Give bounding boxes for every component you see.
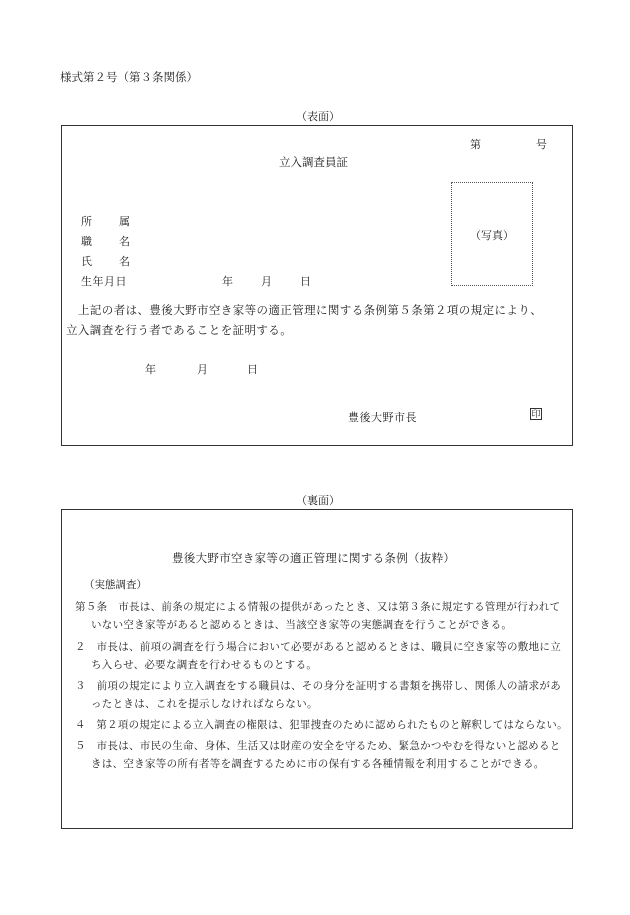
- photo-box: [451, 182, 533, 286]
- statement-line-1: 上記の者は、豊後大野市空き家等の適正管理に関する条例第５条第２項の規定により、: [78, 303, 543, 317]
- clause-line: 第５条 市長は、前条の規定による情報の提供があったとき、又は第３条に規定する管理が行われて: [75, 601, 561, 613]
- seal-mark: 印: [531, 410, 541, 420]
- clause-line: ４ 第２項の規定による立入調査の権限は、犯罪捜査のために認められたものと解釈してはならない。: [75, 719, 568, 731]
- clause-line: いない空き家等があると認めるときは、当該空き家等の実態調査を行うことができる。: [91, 619, 513, 631]
- card-title: 立入調査員証: [279, 155, 348, 169]
- issue-month: 月: [197, 363, 208, 376]
- field-name-a: 氏: [81, 255, 92, 268]
- issuer: 豊後大野市長: [348, 411, 417, 424]
- field-affiliation-b: 属: [119, 215, 130, 228]
- clause-line: ３ 前項の規定により立入調査をする職員は、その身分を証明する書類を携帯し、関係人の請求があ: [75, 680, 561, 692]
- number-label-dai: 第: [470, 138, 481, 151]
- statement-line-2: 立入調査を行う者であることを証明する。: [66, 323, 293, 337]
- clause-line: ち入らせ、必要な調査を行わせるものとする。: [91, 659, 318, 671]
- form-number: 様式第２号（第３条関係）: [60, 70, 198, 84]
- field-position-a: 職: [81, 235, 92, 248]
- field-birth-day: 日: [300, 275, 311, 288]
- issue-day: 日: [247, 363, 258, 376]
- number-label-go: 号: [536, 138, 547, 151]
- clause-line: きは、空き家等の所有者等を調査するために市の保有する各種情報を利用することができる。: [91, 758, 545, 770]
- clause-line: ２ 市長は、前項の調査を行う場合において必要があると認めるときは、職員に空き家等の敷地に立: [75, 641, 561, 653]
- front-card: [61, 125, 573, 446]
- back-card: [61, 509, 573, 829]
- field-name-b: 名: [119, 255, 130, 268]
- back-caption: （裏面）: [296, 494, 340, 507]
- ordinance-title: 豊後大野市空き家等の適正管理に関する条例（抜粋）: [172, 551, 456, 565]
- front-caption: （表面）: [296, 110, 340, 123]
- photo-label: （写真）: [470, 229, 514, 242]
- issue-year: 年: [145, 363, 156, 376]
- field-birth-month: 月: [261, 275, 272, 288]
- field-position-b: 名: [119, 235, 130, 248]
- field-affiliation-a: 所: [81, 215, 92, 228]
- section-heading: （実態調査）: [84, 579, 147, 591]
- field-birthdate-label: 生年月日: [81, 275, 127, 288]
- field-birth-year: 年: [222, 275, 233, 288]
- clause-line: ったときは、これを提示しなければならない。: [91, 698, 318, 710]
- clause-line: ５ 市長は、市民の生命、身体、生活又は財産の安全を守るため、緊急かつやむを得ないと認めると: [75, 740, 561, 752]
